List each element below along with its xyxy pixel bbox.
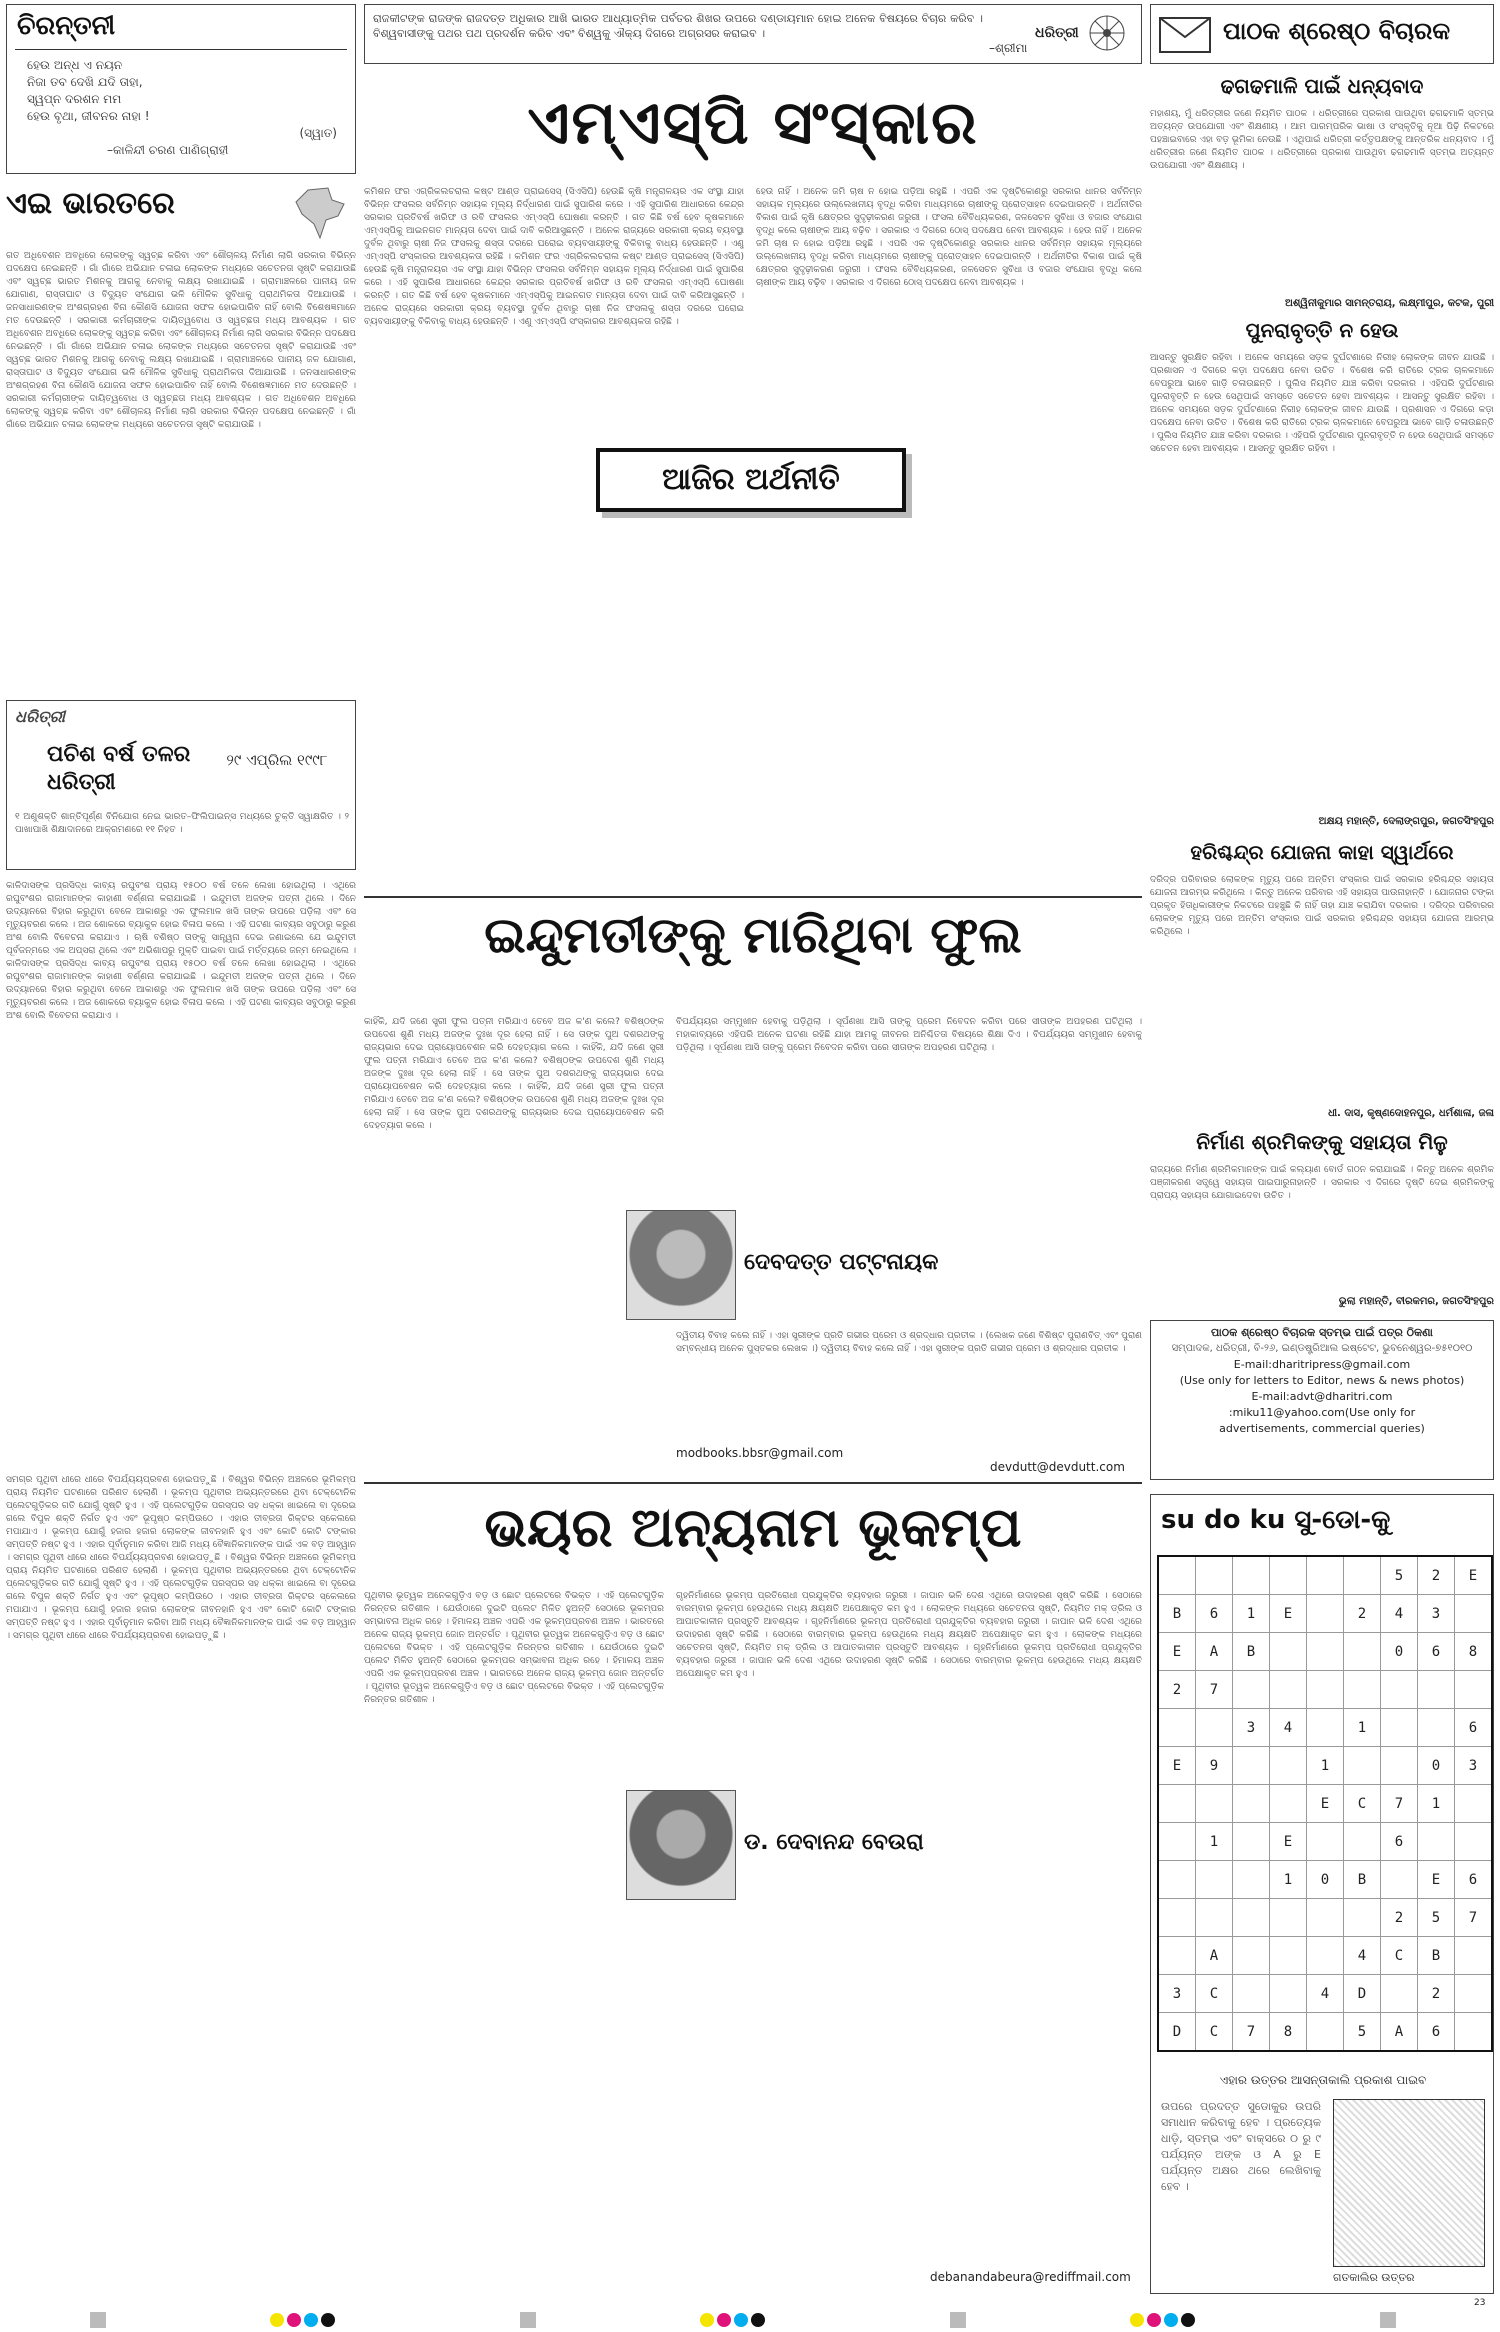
sudoku-footer: ଏହାର ଉତ୍ତର ଆସନ୍ତାକାଲି ପ୍ରକାଶ ପାଇବ: [1219, 2073, 1427, 2087]
sudoku-cell: [1196, 1556, 1233, 1595]
sudoku-cell: [1233, 1937, 1270, 1975]
sudoku-cell: [1158, 1709, 1196, 1747]
sudoku-cell: [1307, 1823, 1344, 1861]
sudoku-cell: [1158, 1861, 1196, 1899]
contact-email-1[interactable]: E-mail:dharitripress@gmail.com: [1233, 1358, 1411, 1371]
sudoku-cell: [1344, 1556, 1381, 1595]
sudoku-cell: E: [1158, 1633, 1196, 1671]
dharitri-logo: ଧରିତ୍ରୀ: [15, 707, 65, 726]
contact-note-1: (Use only for letters to Editor, news & news photos): [1179, 1374, 1465, 1387]
sudoku-cell: 6: [1455, 1709, 1493, 1747]
page-number: 23: [1474, 2298, 1486, 2308]
contact-box: ପାଠକ ଶ୍ରେଷ୍ଠ ବିଚାରକ ସ୍ତମ୍ଭ ପାଇଁ ପତ୍ର ଠିକଣା ସମ୍ପାଦକ, ଧରିତ୍ରୀ, ବି-୨୬, ଇଣ୍ଡଷ୍ଟ୍ରିଆଲ ଇଷ୍ଟେଟ, ଭୁବନେଶ୍ୱର-୭୫୧୦୧୦ E-mail:dharitripress@gmail.com (Use only for letters to Editor, news & news photos) E-mail:advt@dharitri.com :miku11@yahoo.com(Use only for advertisements, commercial queries): [1150, 1320, 1494, 1480]
sudoku-cell: 6: [1418, 2013, 1455, 2052]
contact-note-2: advertisements, commercial queries): [1219, 1422, 1425, 1435]
sudoku-cell: 3: [1158, 1975, 1196, 2013]
sudoku-cell: 7: [1233, 2013, 1270, 2052]
letter-by-4: ଭୁଲା ମହାନ୍ତି, ବୀରକମର, ଜଗତସିଂହପୁର: [1338, 1296, 1494, 1307]
sudoku-cell: E: [1270, 1595, 1307, 1633]
sudoku-cell: D: [1344, 1975, 1381, 2013]
arthaniti-box: ଆଜିର ଅର୍ଥନୀତି: [596, 448, 906, 512]
sudoku-cell: A: [1381, 2013, 1418, 2052]
debananda-photo: [626, 1790, 736, 1900]
sudoku-cell: 2: [1344, 1595, 1381, 1633]
pathaka-header: ପାଠକ ଶ୍ରେଷ୍ଠ ବିଚାରକ: [1150, 4, 1494, 64]
sudoku-cell: C: [1196, 1975, 1233, 2013]
pachisa-date: ୨୯ ଏପ୍ରିଲ ୧୯୯୮: [226, 751, 328, 769]
devdutt-site-email[interactable]: modbooks.bbsr@gmail.com: [676, 1446, 844, 1460]
sudoku-cell: C: [1381, 1937, 1418, 1975]
contact-email-2[interactable]: E-mail:advt@dharitri.com: [1251, 1390, 1393, 1403]
sudoku-answer-label: ଗତକାଲିର ଉତ୍ତର: [1333, 2271, 1415, 2284]
sudoku-cell: E: [1418, 1861, 1455, 1899]
sudoku-cell: 1: [1233, 1595, 1270, 1633]
sudoku-cell: 1: [1270, 1861, 1307, 1899]
eq-body-right: ଗୃହନିର୍ମାଣରେ ଭୂକମ୍ପ ପ୍ରତିରୋଧୀ ପ୍ରଯୁକ୍ତିର ବ୍ୟବହାର ଜରୁରୀ । ଜାପାନ ଭଳି ଦେଶ ଏଥିରେ ଉଦାହରଣ ସୃଷ୍ଟି କରିଛି । ସେଠାରେ ବାରମ୍ବାର ଭୂକମ୍ପ ହେଉଥିଲେ ମଧ୍ୟ କ୍ଷୟକ୍ଷତି ଅପେକ୍ଷାକୃତ କମ ହୁଏ । ଲୋକଙ୍କ ମଧ୍ୟରେ ସଚେତନତା ସୃଷ୍ଟି, ନିୟମିତ ମକ୍ ଡ୍ରିଲ ଓ ଆପାତକାଳୀନ ପ୍ରସ୍ତୁତି ଆବଶ୍ୟକ । ଗୃହନିର୍ମାଣରେ ଭୂକମ୍ପ ପ୍ରତିରୋଧୀ ପ୍ରଯୁକ୍ତିର ବ୍ୟବହାର ଜରୁରୀ । ଜାପାନ ଭଳି ଦେଶ ଏଥିରେ ଉଦାହରଣ ସୃଷ୍ଟି କରିଛି । ସେଠାରେ ବାରମ୍ବାର ଭୂକମ୍ପ ହେଉଥିଲେ ମଧ୍ୟ କ୍ଷୟକ୍ଷତି ଅପେକ୍ଷାକୃତ କମ ହୁଏ । ଲୋକଙ୍କ ମଧ୍ୟରେ ସଚେତନତା ସୃଷ୍ଟି, ନିୟମିତ ମକ୍ ଡ୍ରିଲ ଓ ଆପାତକାଳୀନ ପ୍ରସ୍ତୁତି ଆବଶ୍ୟକ । ଗୃହନିର୍ମାଣରେ ଭୂକମ୍ପ ପ୍ରତିରୋଧୀ ପ୍ରଯୁକ୍ତିର ବ୍ୟବହାର ଜରୁରୀ । ଜାପାନ ଭଳି ଦେଶ ଏଥିରେ ଉଦାହରଣ ସୃଷ୍ଟି କରିଛି । ସେଠାରେ ବାରମ୍ବାର ଭୂକମ୍ପ ହେଉଥିଲେ ମଧ୍ୟ କ୍ଷୟକ୍ଷତି ଅପେକ୍ଷାକୃତ କମ ହୁଏ ।: [676, 1591, 1142, 1679]
sudoku-cell: 2: [1381, 1899, 1418, 1937]
letter-by-1: ଅଶ୍ୱିନୀକୁମାର ସାମନ୍ତରାୟ, ଲକ୍ଷ୍ମୀପୁର, କଟକ, ପୁରୀ: [1285, 298, 1494, 309]
sudoku-cell: C: [1196, 2013, 1233, 2052]
sudoku-cell: [1233, 1785, 1270, 1823]
top-quote-brand: ଧରିତ୍ରୀ: [1035, 25, 1079, 41]
sudoku-cell: 3: [1233, 1709, 1270, 1747]
quote-line: ହେଉ ବୃଥା, ଜୀବନର ନାହା !: [27, 109, 150, 123]
sudoku-cell: 1: [1418, 1785, 1455, 1823]
letter-by-2: ଅକ୍ଷୟ ମହାନ୍ତି, ଦେଲାଙ୍ଗପୁର, ଜଗତସିଂହପୁର: [1318, 816, 1494, 827]
sudoku-cell: [1307, 1709, 1344, 1747]
quote-line: ସ୍ୱପ୍ନ ଦରଶନ ମମ: [27, 92, 122, 106]
sudoku-cell: B: [1344, 1861, 1381, 1899]
sudoku-cell: [1196, 1899, 1233, 1937]
sudoku-cell: 8: [1455, 1633, 1493, 1671]
pachisa-items: ୧ ଅଣୁଶକ୍ତି ଶାନ୍ତିପୂର୍ଣ୍ଣ ବିନିଯୋଗ ନେଇ ଭାରତ–ଫିଲିପାଇନ୍ସ ମଧ୍ୟରେ ଚୁକ୍ତି ସ୍ୱାକ୍ଷରିତ । ୨ ପାଖାପାଖି ଶିକ୍ଷାଦାନରେ ଆକ୍ରମଣରେ ୧୧ ନିହତ ।: [15, 812, 349, 835]
top-quote-text: ରାଜକୀଟଙ୍କ ରାଜଙ୍କ ରାଜଦତ୍ତ ଅଧିକାର ଆଖି ଭାରତ ଆଧ୍ୟାତ୍ମିକ ପର୍ବତର ଶିଖର ଉପରେ ଦଣ୍ଡାୟମାନ ହୋଇ ଅନେକ ବିଷୟରେ ବିଚାର କରିବ । ବିଶ୍ୱବାସୀଙ୍କୁ ପଥର ପଥ ପ୍ରଦର୍ଶନ କରିବ ଏବଂ ବିଶ୍ୱକୁ ଐକ୍ୟ ଦିଗରେ ଅଗ୍ରସର କରାଇବ ।: [373, 12, 983, 40]
left-bottom-body: ସମଗ୍ର ପୃଥିବୀ ଧୀରେ ଧୀରେ ବିପର୍ଯ୍ୟୟପ୍ରବଣ ହୋଇପଡ଼ୁଛି । ବିଶ୍ୱର ବିଭିନ୍ନ ଅଞ୍ଚଳରେ ଭୂମିକମ୍ପ ପ୍ରାୟ ନିୟମିତ ଘଟଣାରେ ପରିଣତ ହେଲାଣି । ଭୂକମ୍ପ ପୃଥିବୀର ଅଭ୍ୟନ୍ତରରେ ଥିବା ଟେକ୍ଟୋନିକ ପ୍ଲେଟଗୁଡ଼ିକର ଗତି ଯୋଗୁଁ ସୃଷ୍ଟି ହୁଏ । ଏହି ପ୍ଲେଟଗୁଡ଼ିକ ପରସ୍ପର ସହ ଧକ୍କା ଖାଇଲେ ବା ଦୂରେଇ ଗଲେ ବିପୁଳ ଶକ୍ତି ନିର୍ଗତ ହୁଏ ଏବଂ ଭୂପୃଷ୍ଠ କମ୍ପିଉଠେ । ଏହାର ତୀବ୍ରତା ରିକ୍ଟର ସ୍କେଲରେ ମପାଯାଏ । ଭୂକମ୍ପ ଯୋଗୁଁ ହଜାର ହଜାର ଲୋକଙ୍କ ଜୀବନହାନି ହୁଏ ଏବଂ କୋଟି କୋଟି ଟଙ୍କାର ସମ୍ପତ୍ତି ନଷ୍ଟ ହୁଏ । ଏହାର ପୂର୍ବାନୁମାନ କରିବା ଆଜି ମଧ୍ୟ ବୈଜ୍ଞାନିକମାନଙ୍କ ପାଇଁ ଏକ ବଡ଼ ଆହ୍ୱାନ । ସମଗ୍ର ପୃଥିବୀ ଧୀରେ ଧୀରେ ବିପର୍ଯ୍ୟୟପ୍ରବଣ ହୋଇପଡ଼ୁଛି । ବିଶ୍ୱର ବିଭିନ୍ନ ଅଞ୍ଚଳରେ ଭୂମିକମ୍ପ ପ୍ରାୟ ନିୟମିତ ଘଟଣାରେ ପରିଣତ ହେଲାଣି । ଭୂକମ୍ପ ପୃଥିବୀର ଅଭ୍ୟନ୍ତରରେ ଥିବା ଟେକ୍ଟୋନିକ ପ୍ଲେଟଗୁଡ଼ିକର ଗତି ଯୋଗୁଁ ସୃଷ୍ଟି ହୁଏ । ଏହି ପ୍ଲେଟଗୁଡ଼ିକ ପରସ୍ପର ସହ ଧକ୍କା ଖାଇଲେ ବା ଦୂରେଇ ଗଲେ ବିପୁଳ ଶକ୍ତି ନିର୍ଗତ ହୁଏ ଏବଂ ଭୂପୃଷ୍ଠ କମ୍ପିଉଠେ । ଏହାର ତୀବ୍ରତା ରିକ୍ଟର ସ୍କେଲରେ ମପାଯାଏ । ଭୂକମ୍ପ ଯୋଗୁଁ ହଜାର ହଜାର ଲୋକଙ୍କ ଜୀବନହାନି ହୁଏ ଏବଂ କୋଟି କୋଟି ଟଙ୍କାର ସମ୍ପତ୍ତି ନଷ୍ଟ ହୁଏ । ଏହାର ପୂର୍ବାନୁମାନ କରିବା ଆଜି ମଧ୍ୟ ବୈଜ୍ଞାନିକମାନଙ୍କ ପାଇଁ ଏକ ବଡ଼ ଆହ୍ୱାନ । ସମଗ୍ର ପୃଥିବୀ ଧୀରେ ଧୀରେ ବିପର୍ଯ୍ୟୟପ୍ରବଣ ହୋଇପଡ଼ୁଛି ।: [6, 1475, 356, 1641]
bharata-body: ଗତ ଅଧିବେଶନ ଅବଧିରେ ଲୋକଙ୍କୁ ସ୍ୱଚ୍ଛ କରିବା ଏବଂ ଶୌଚାଳୟ ନିର୍ମାଣ ଲାଗି ସରକାର ବିଭିନ୍ନ ପଦକ୍ଷେପ ନେଇଛନ୍ତି । ଗାଁ ଗାଁରେ ଅଭିଯାନ ଚଳାଇ ଲୋକଙ୍କ ମଧ୍ୟରେ ସଚେତନତା ସୃଷ୍ଟି କରାଯାଉଛି ଏବଂ ସ୍ୱଚ୍ଛ ଭାରତ ମିଶନକୁ ଆଗକୁ ନେବାକୁ ଲକ୍ଷ୍ୟ ରଖାଯାଇଛି । ଗ୍ରାମାଞ୍ଚଳରେ ପାନୀୟ ଜଳ ଯୋଗାଣ, ରାସ୍ତାଘାଟ ଓ ବିଦ୍ୟୁତ ସଂଯୋଗ ଭଳି ମୌଳିକ ସୁବିଧାକୁ ପ୍ରାଥମିକତା ଦିଆଯାଉଛି । ଜନସାଧାରଣଙ୍କ ଅଂଶଗ୍ରହଣ ବିନା କୌଣସି ଯୋଜନା ସଫଳ ହୋଇପାରିବ ନାହିଁ ବୋଲି ବିଶେଷଜ୍ଞମାନେ ମତ ଦେଉଛନ୍ତି । ସରକାରୀ କର୍ମଚାରୀଙ୍କ ଦାୟିତ୍ୱବୋଧ ଓ ସ୍ୱଚ୍ଛତା ମଧ୍ୟ ଆବଶ୍ୟକ । ଗତ ଅଧିବେଶନ ଅବଧିରେ ଲୋକଙ୍କୁ ସ୍ୱଚ୍ଛ କରିବା ଏବଂ ଶୌଚାଳୟ ନିର୍ମାଣ ଲାଗି ସରକାର ବିଭିନ୍ନ ପଦକ୍ଷେପ ନେଇଛନ୍ତି । ଗାଁ ଗାଁରେ ଅଭିଯାନ ଚଳାଇ ଲୋକଙ୍କ ମଧ୍ୟରେ ସଚେତନତା ସୃଷ୍ଟି କରାଯାଉଛି ଏବଂ ସ୍ୱଚ୍ଛ ଭାରତ ମିଶନକୁ ଆଗକୁ ନେବାକୁ ଲକ୍ଷ୍ୟ ରଖାଯାଇଛି । ଗ୍ରାମାଞ୍ଚଳରେ ପାନୀୟ ଜଳ ଯୋଗାଣ, ରାସ୍ତାଘାଟ ଓ ବିଦ୍ୟୁତ ସଂଯୋଗ ଭଳି ମୌଳିକ ସୁବିଧାକୁ ପ୍ରାଥମିକତା ଦିଆଯାଉଛି । ଜନସାଧାରଣଙ୍କ ଅଂଶଗ୍ରହଣ ବିନା କୌଣସି ଯୋଜନା ସଫଳ ହୋଇପାରିବ ନାହିଁ ବୋଲି ବିଶେଷଜ୍ଞମାନେ ମତ ଦେଉଛନ୍ତି । ସରକାରୀ କର୍ମଚାରୀଙ୍କ ଦାୟିତ୍ୱବୋଧ ଓ ସ୍ୱଚ୍ଛତା ମଧ୍ୟ ଆବଶ୍ୟକ । ଗତ ଅଧିବେଶନ ଅବଧିରେ ଲୋକଙ୍କୁ ସ୍ୱଚ୍ଛ କରିବା ଏବଂ ଶୌଚାଳୟ ନିର୍ମାଣ ଲାଗି ସରକାର ବିଭିନ୍ନ ପଦକ୍ଷେପ ନେଇଛନ୍ତି । ଗାଁ ଗାଁରେ ଅଭିଯାନ ଚଳାଇ ଲୋକଙ୍କ ମଧ୍ୟରେ ସଚେତନତା ସୃଷ୍ଟି କରାଯାଉଛି ।: [6, 251, 356, 430]
sudoku-cell: 4: [1344, 1937, 1381, 1975]
sudoku-cell: [1307, 2013, 1344, 2052]
sudoku-cell: [1158, 1556, 1196, 1595]
sudoku-cell: A: [1196, 1633, 1233, 1671]
envelope-icon: [1159, 17, 1211, 53]
sudoku-cell: [1455, 1823, 1493, 1861]
sudoku-cell: 7: [1455, 1899, 1493, 1937]
sudoku-cell: [1307, 1556, 1344, 1595]
sudoku-cell: [1233, 1899, 1270, 1937]
sudoku-cell: 3: [1418, 1595, 1455, 1633]
sudoku-cell: [1455, 1785, 1493, 1823]
msp-headline: ଏମ୍ଏସ୍‌ପି ସଂସ୍କାର: [527, 88, 979, 158]
sudoku-grid: [1157, 1555, 1493, 2052]
india-map-icon: [288, 186, 348, 242]
sudoku-cell: [1307, 1595, 1344, 1633]
sudoku-cell: [1381, 1861, 1418, 1899]
sudoku-cell: 0: [1307, 1861, 1344, 1899]
sudoku-cell: 2: [1418, 1975, 1455, 2013]
indumati-body-left: କାହିଁକି, ଯଦି ଜଣେ ସ୍ତ୍ରୀ ଫୁଲ ପତ୍ନୀ ମରିଯାଏ ତେବେ ଅଜ କ'ଣ କଲେ? ବଶିଷ୍ଠଙ୍କ ଉପଦେଶ ଶୁଣି ମଧ୍ୟ ଅଜଙ୍କ ଦୁଃଖ ଦୂର ହେଲା ନାହିଁ । ସେ ତାଙ୍କ ପୁଅ ଦଶରଥଙ୍କୁ ରାଜ୍ୟଭାର ଦେଇ ପ୍ରାୟୋପବେଶନ କରି ଦେହତ୍ୟାଗ କଲେ । କାହିଁକି, ଯଦି ଜଣେ ସ୍ତ୍ରୀ ଫୁଲ ପତ୍ନୀ ମରିଯାଏ ତେବେ ଅଜ କ'ଣ କଲେ? ବଶିଷ୍ଠଙ୍କ ଉପଦେଶ ଶୁଣି ମଧ୍ୟ ଅଜଙ୍କ ଦୁଃଖ ଦୂର ହେଲା ନାହିଁ । ସେ ତାଙ୍କ ପୁଅ ଦଶରଥଙ୍କୁ ରାଜ୍ୟଭାର ଦେଇ ପ୍ରାୟୋପବେଶନ କରି ଦେହତ୍ୟାଗ କଲେ । କାହିଁକି, ଯଦି ଜଣେ ସ୍ତ୍ରୀ ଫୁଲ ପତ୍ନୀ ମରିଯାଏ ତେବେ ଅଜ କ'ଣ କଲେ? ବଶିଷ୍ଠଙ୍କ ଉପଦେଶ ଶୁଣି ମଧ୍ୟ ଅଜଙ୍କ ଦୁଃଖ ଦୂର ହେଲା ନାହିଁ । ସେ ତାଙ୍କ ପୁଅ ଦଶରଥଙ୍କୁ ରାଜ୍ୟଭାର ଦେଇ ପ୍ରାୟୋପବେଶନ କରି ଦେହତ୍ୟାଗ କଲେ ।: [364, 1017, 664, 1131]
letter-title-4: ନିର୍ମାଣ ଶ୍ରମିକଙ୍କୁ ସହାୟତା ମିଳୁ: [1196, 1130, 1448, 1154]
sudoku-cell: 8: [1270, 2013, 1307, 2052]
devdutt-name: ଦେବଦତ୍ତ ପଟ୍ଟନାୟକ: [744, 1250, 939, 1275]
sudoku-cell: [1418, 1709, 1455, 1747]
sudoku-cell: [1455, 1595, 1493, 1633]
sudoku-cell: [1233, 1556, 1270, 1595]
sudoku-box: su do ku ସୁ-ଡୋ-କୁ 5 2 E B 6 1 E 2 4 3 E A B 0 6 8 2 7 3 4 1 6 E 9 1 0 3 E C 7 1 1 E 6 1 0 B E 6 2 5 7 A 4 C B 3 C 4 D 2 D C 7 8 5 A 6 ଏହାର ଉତ୍ତର ଆସନ୍ତାକାଲି ପ୍ରକାଶ ପାଇବ ଉପରେ ପ୍ରଦତ୍ତ ସୁଡୋକୁର ଉପରି ସମାଧାନ କରିବାକୁ ହେବ । ପ୍ରତ୍ୟେକ ଧାଡ଼ି, ସ୍ତମ୍ଭ ଏବଂ ବାକ୍ସରେ ୦ ରୁ ୯ ପର୍ଯ୍ୟନ୍ତ ଅଙ୍କ ଓ A ରୁ E ପର୍ଯ୍ୟନ୍ତ ଅକ୍ଷର ଥରେ ଲେଖିବାକୁ ହେବ । ଗତକାଲିର ଉତ୍ତର: [1150, 1494, 1494, 2294]
sudoku-cell: 9: [1196, 1747, 1233, 1785]
sudoku-cell: [1418, 1671, 1455, 1709]
indumati-body-right: ବିପର୍ଯ୍ୟୟର ସମ୍ମୁଖୀନ ହେବାକୁ ପଡ଼ିଥିଲା । ସୂର୍ପଣଖା ଆସି ତାଙ୍କୁ ପ୍ରେମ ନିବେଦନ କରିବା ପରେ ସୀତାଙ୍କ ଅପହରଣ ଘଟିଥିଲା । ମହାକାବ୍ୟରେ ଏହିପରି ଅନେକ ଘଟଣା ରହିଛି ଯାହା ଆମକୁ ଜୀବନର ଅନିଶ୍ଚିତତା ବିଷୟରେ ଶିକ୍ଷା ଦିଏ । ବିପର୍ଯ୍ୟୟର ସମ୍ମୁଖୀନ ହେବାକୁ ପଡ଼ିଥିଲା । ସୂର୍ପଣଖା ଆସି ତାଙ୍କୁ ପ୍ରେମ ନିବେଦନ କରିବା ପରେ ସୀତାଙ୍କ ଅପହରଣ ଘଟିଥିଲା ।: [676, 1017, 1142, 1053]
devdutt-email[interactable]: devdutt@devdutt.com: [990, 1460, 1125, 1474]
sudoku-cell: 6: [1381, 1823, 1418, 1861]
sudoku-cell: [1270, 1785, 1307, 1823]
sudoku-cell: E: [1455, 1556, 1493, 1595]
sudoku-cell: 5: [1418, 1899, 1455, 1937]
left-mid-body: କାଳିଦାସଙ୍କ ପ୍ରସିଦ୍ଧ କାବ୍ୟ ରଘୁବଂଶ ପ୍ରାୟ ୧୫୦୦ ବର୍ଷ ତଳେ ଲେଖା ହୋଇଥିଲା । ଏଥିରେ ରଘୁବଂଶର ରାଜାମାନଙ୍କ କାହାଣୀ ବର୍ଣ୍ଣନା କରାଯାଇଛି । ଇନ୍ଦୁମତୀ ଅଜଙ୍କ ପତ୍ନୀ ଥିଲେ । ଦିନେ ଉଦ୍ୟାନରେ ବିହାର କରୁଥିବା ବେଳେ ଆକାଶରୁ ଏକ ଫୁଲମାଳ ଖସି ତାଙ୍କ ଉପରେ ପଡ଼ିଲା ଏବଂ ସେ ମୃତ୍ୟୁବରଣ କଲେ । ଅଜ ଶୋକରେ ବ୍ୟାକୁଳ ହୋଇ ବିଳାପ କଲେ । ଏହି ଘଟଣା କାବ୍ୟର ସବୁଠାରୁ କରୁଣ ଅଂଶ ବୋଲି ବିବେଚନା କରାଯାଏ । ଋଷି ବଶିଷ୍ଠ ତାଙ୍କୁ ସାନ୍ତ୍ୱନା ଦେଇ ଜଣାଇଲେ ଯେ ଇନ୍ଦୁମତୀ ପୂର୍ବଜନ୍ମରେ ଏକ ଅପ୍ସରା ଥିଲେ ଏବଂ ଅଭିଶାପରୁ ମୁକ୍ତି ପାଇବା ପାଇଁ ମର୍ତ୍ତ୍ୟରେ ଜନ୍ମ ନେଇଥିଲେ । କାଳିଦାସଙ୍କ ପ୍ରସିଦ୍ଧ କାବ୍ୟ ରଘୁବଂଶ ପ୍ରାୟ ୧୫୦୦ ବର୍ଷ ତଳେ ଲେଖା ହୋଇଥିଲା । ଏଥିରେ ରଘୁବଂଶର ରାଜାମାନଙ୍କ କାହାଣୀ ବର୍ଣ୍ଣନା କରାଯାଇଛି । ଇନ୍ଦୁମତୀ ଅଜଙ୍କ ପତ୍ନୀ ଥିଲେ । ଦିନେ ଉଦ୍ୟାନରେ ବିହାର କରୁଥିବା ବେଳେ ଆକାଶରୁ ଏକ ଫୁଲମାଳ ଖସି ତାଙ୍କ ଉପରେ ପଡ଼ିଲା ଏବଂ ସେ ମୃତ୍ୟୁବରଣ କଲେ । ଅଜ ଶୋକରେ ବ୍ୟାକୁଳ ହୋଇ ବିଳାପ କଲେ । ଏହି ଘଟଣା କାବ୍ୟର ସବୁଠାରୁ କରୁଣ ଅଂଶ ବୋଲି ବିବେଚନା କରାଯାଏ ।: [6, 881, 356, 1021]
pachisa-box: [6, 700, 356, 870]
sudoku-cell: [1344, 1899, 1381, 1937]
sudoku-cell: [1418, 1823, 1455, 1861]
sudoku-cell: [1158, 1937, 1196, 1975]
sudoku-cell: [1307, 1633, 1344, 1671]
sudoku-cell: 6: [1455, 1861, 1493, 1899]
letter-title-1: ଢଗଢମାଳି ପାଇଁ ଧନ୍ୟବାଦ: [1220, 74, 1424, 98]
sudoku-cell: [1455, 2013, 1493, 2052]
sudoku-cell: [1455, 1937, 1493, 1975]
contact-intro: ପାଠକ ଶ୍ରେଷ୍ଠ ବିଚାରକ ସ୍ତମ୍ଭ ପାଇଁ ପତ୍ର ଠିକଣା: [1211, 1326, 1433, 1339]
sudoku-cell: 6: [1418, 1633, 1455, 1671]
sudoku-cell: [1307, 1899, 1344, 1937]
sudoku-cell: 4: [1381, 1595, 1418, 1633]
sudoku-cell: [1158, 1785, 1196, 1823]
sudoku-cell: 5: [1344, 2013, 1381, 2052]
sudoku-cell: [1233, 1671, 1270, 1709]
sudoku-cell: [1344, 1633, 1381, 1671]
msp-body-left: କମିଶନ ଫର ଏଗ୍ରିକଲଚରାଲ କଷ୍ଟ ଆଣ୍ଡ ପ୍ରାଇସେସ୍ (ସିଏସିପି) ହେଉଛି କୃଷି ମନ୍ତ୍ରାଳୟର ଏକ ସଂସ୍ଥା ଯାହା ବିଭିନ୍ନ ଫସଲର ସର୍ବନିମ୍ନ ସହାୟକ ମୂଲ୍ୟ ନିର୍ଦ୍ଧାରଣ ପାଇଁ ସୁପାରିଶ କରେ । ଏହି ସୁପାରିଶ ଆଧାରରେ କେନ୍ଦ୍ର ସରକାର ପ୍ରତିବର୍ଷ ଖରିଫ ଓ ରବି ଫସଲର ଏମ୍ଏସ୍‌ପି ଘୋଷଣା କରନ୍ତି । ଗତ କିଛି ବର୍ଷ ହେବ କୃଷକମାନେ ଏମ୍ଏସ୍‌ପିକୁ ଆଇନଗତ ମାନ୍ୟତା ଦେବା ପାଇଁ ଦାବି କରିଆସୁଛନ୍ତି । ଅନେକ ରାଜ୍ୟରେ ସରକାରୀ କ୍ରୟ ବ୍ୟବସ୍ଥା ଦୁର୍ବଳ ଥିବାରୁ ଚାଷୀ ନିଜ ଫସଲକୁ ଶସ୍ତା ଦରରେ ଘରୋଇ ବ୍ୟବସାୟୀଙ୍କୁ ବିକିବାକୁ ବାଧ୍ୟ ହେଉଛନ୍ତି । ଏଣୁ ଏମ୍ଏସ୍‌ପି ସଂସ୍କାରର ଆବଶ୍ୟକତା ରହିଛି । କମିଶନ ଫର ଏଗ୍ରିକଲଚରାଲ କଷ୍ଟ ଆଣ୍ଡ ପ୍ରାଇସେସ୍ (ସିଏସିପି) ହେଉଛି କୃଷି ମନ୍ତ୍ରାଳୟର ଏକ ସଂସ୍ଥା ଯାହା ବିଭିନ୍ନ ଫସଲର ସର୍ବନିମ୍ନ ସହାୟକ ମୂଲ୍ୟ ନିର୍ଦ୍ଧାରଣ ପାଇଁ ସୁପାରିଶ କରେ । ଏହି ସୁପାରିଶ ଆଧାରରେ କେନ୍ଦ୍ର ସରକାର ପ୍ରତିବର୍ଷ ଖରିଫ ଓ ରବି ଫସଲର ଏମ୍ଏସ୍‌ପି ଘୋଷଣା କରନ୍ତି । ଗତ କିଛି ବର୍ଷ ହେବ କୃଷକମାନେ ଏମ୍ଏସ୍‌ପିକୁ ଆଇନଗତ ମାନ୍ୟତା ଦେବା ପାଇଁ ଦାବି କରିଆସୁଛନ୍ତି । ଅନେକ ରାଜ୍ୟରେ ସରକାରୀ କ୍ରୟ ବ୍ୟବସ୍ଥା ଦୁର୍ବଳ ଥିବାରୁ ଚାଷୀ ନିଜ ଫସଲକୁ ଶସ୍ତା ଦରରେ ଘରୋଇ ବ୍ୟବସାୟୀଙ୍କୁ ବିକିବାକୁ ବାଧ୍ୟ ହେଉଛନ୍ତି । ଏଣୁ ଏମ୍ଏସ୍‌ପି ସଂସ୍କାରର ଆବଶ୍ୟକତା ରହିଛି ।: [364, 187, 744, 327]
sudoku-cell: E: [1307, 1785, 1344, 1823]
sudoku-cell: 6: [1196, 1595, 1233, 1633]
sudoku-cell: 2: [1158, 1671, 1196, 1709]
sudoku-cell: [1233, 1975, 1270, 2013]
sudoku-cell: 7: [1381, 1785, 1418, 1823]
devdutt-photo: [626, 1210, 736, 1320]
earthquake-headline: ଭୟର ଅନ୍ୟନାମ ଭୂକମ୍ପ: [484, 1496, 1022, 1559]
sudoku-cell: [1344, 1671, 1381, 1709]
top-quote-author: –ଶ୍ରୀମା: [989, 41, 1028, 55]
pachisa-title: ପଚିଶ ବର୍ଷ ତଳର ଧରିତ୍ରୀ: [47, 742, 191, 795]
sudoku-cell: B: [1418, 1937, 1455, 1975]
quote-line: ନିଜା ତବ ଦେଖି ଯଦି ତାହା,: [27, 75, 143, 89]
indumati-headline: ଇନ୍ଦୁମତୀଙ୍କୁ ମାରିଥିବା ଫୁଲ: [484, 906, 1022, 964]
sudoku-cell: E: [1158, 1747, 1196, 1785]
top-quote-box: [364, 4, 1142, 64]
sudoku-cell: [1270, 1671, 1307, 1709]
sudoku-cell: C: [1344, 1785, 1381, 1823]
sudoku-cell: [1233, 1861, 1270, 1899]
sudoku-cell: 0: [1418, 1747, 1455, 1785]
sudoku-cell: [1381, 1671, 1418, 1709]
sudoku-cell: 5: [1381, 1556, 1418, 1595]
sudoku-cell: [1455, 1671, 1493, 1709]
sudoku-cell: D: [1158, 2013, 1196, 2052]
debananda-name: ଡ. ଦେବାନନ୍ଦ ବେଉରା: [744, 1830, 924, 1855]
sudoku-cell: [1381, 1975, 1418, 2013]
quote-line: (ସ୍ୱାତ): [299, 126, 337, 140]
print-marks: [0, 2298, 1500, 2330]
wheel-icon: [1087, 13, 1127, 53]
sudoku-cell: 1: [1307, 1747, 1344, 1785]
indumati-body-right2: ଦ୍ୱିତୀୟ ବିବାହ କଲେ ନାହିଁ । ଏହା ସ୍ତ୍ରୀଙ୍କ ପ୍ରତି ଗଭୀର ପ୍ରେମ ଓ ଶ୍ରଦ୍ଧାର ପ୍ରତୀକ । (ଲେଖକ ଜଣେ ବିଶିଷ୍ଟ ପୁରାଣବିତ୍ ଏବଂ ପୁରାଣ ସମ୍ବନ୍ଧୀୟ ଅନେକ ପୁସ୍ତକର ଲେଖକ ।) ଦ୍ୱିତୀୟ ବିବାହ କଲେ ନାହିଁ । ଏହା ସ୍ତ୍ରୀଙ୍କ ପ୍ରତି ଗଭୀର ପ୍ରେମ ଓ ଶ୍ରଦ୍ଧାର ପ୍ରତୀକ ।: [676, 1331, 1142, 1354]
sudoku-cell: [1344, 1747, 1381, 1785]
sudoku-cell: 0: [1381, 1633, 1418, 1671]
sudoku-cell: [1381, 1747, 1418, 1785]
sudoku-cell: [1158, 1823, 1196, 1861]
sudoku-cell: [1196, 1861, 1233, 1899]
sudoku-cell: [1270, 1975, 1307, 2013]
debananda-email[interactable]: debanandabeura@rediffmail.com: [930, 2270, 1131, 2284]
sudoku-cell: [1455, 1975, 1493, 2013]
sudoku-cell: [1344, 1823, 1381, 1861]
sudoku-cell: [1158, 1899, 1196, 1937]
msp-body-right: ହେଉ ନାହିଁ । ଅନେକ ଜମି ଚାଷ ନ ହୋଇ ପଡ଼ିଆ ରହୁଛି । ଏପରି ଏକ ଦୃଷ୍ଟିକୋଣରୁ ସରକାର ଧାନର ସର୍ବନିମ୍ନ ସହାୟକ ମୂଲ୍ୟରେ ଉଲ୍ଲେଖନୀୟ ବୃଦ୍ଧି କରିବା ମାଧ୍ୟମରେ ଚାଷୀଙ୍କୁ ପ୍ରୋତ୍ସାହନ ଦେଇପାରନ୍ତି । ଅର୍ଥନୀତିର ବିକାଶ ପାଇଁ କୃଷି କ୍ଷେତ୍ରର ସୁଦୃଢ଼ୀକରଣ ଜରୁରୀ । ଫସଲ ବୈବିଧ୍ୟକରଣ, ଜଳସେଚନ ସୁବିଧା ଓ ବଜାର ସଂଯୋଗ ବୃଦ୍ଧି କଲେ ଚାଷୀଙ୍କ ଆୟ ବଢ଼ିବ । ସରକାର ଏ ଦିଗରେ ଠୋସ୍ ପଦକ୍ଷେପ ନେବା ଆବଶ୍ୟକ । ହେଉ ନାହିଁ । ଅନେକ ଜମି ଚାଷ ନ ହୋଇ ପଡ଼ିଆ ରହୁଛି । ଏପରି ଏକ ଦୃଷ୍ଟିକୋଣରୁ ସରକାର ଧାନର ସର୍ବନିମ୍ନ ସହାୟକ ମୂଲ୍ୟରେ ଉଲ୍ଲେଖନୀୟ ବୃଦ୍ଧି କରିବା ମାଧ୍ୟମରେ ଚାଷୀଙ୍କୁ ପ୍ରୋତ୍ସାହନ ଦେଇପାରନ୍ତି । ଅର୍ଥନୀତିର ବିକାଶ ପାଇଁ କୃଷି କ୍ଷେତ୍ରର ସୁଦୃଢ଼ୀକରଣ ଜରୁରୀ । ଫସଲ ବୈବିଧ୍ୟକରଣ, ଜଳସେଚନ ସୁବିଧା ଓ ବଜାର ସଂଯୋଗ ବୃଦ୍ଧି କଲେ ଚାଷୀଙ୍କ ଆୟ ବଢ଼ିବ । ସରକାର ଏ ଦିଗରେ ଠୋସ୍ ପଦକ୍ଷେପ ନେବା ଆବଶ୍ୟକ ।: [756, 187, 1142, 288]
sudoku-title: su do ku ସୁ-ଡୋ-କୁ: [1161, 1505, 1391, 1535]
sudoku-cell: 7: [1196, 1671, 1233, 1709]
sudoku-cell: [1307, 1937, 1344, 1975]
contact-email-3[interactable]: :miku11@yahoo.com(Use only for: [1228, 1406, 1416, 1419]
sudoku-cell: [1233, 1823, 1270, 1861]
sudoku-cell: B: [1233, 1633, 1270, 1671]
sudoku-cell: 1: [1196, 1823, 1233, 1861]
quote-author: –କାଳିନ୍ଦୀ ଚରଣ ପାଣିଗ୍ରାହୀ: [107, 143, 229, 157]
letter-by-3: ଧୀ. ଦାସ, କୃଷ୍ଣଦୋହନପୁର, ଧର୍ମଶାଳା, ଜଳା: [1328, 1108, 1494, 1119]
sudoku-cell: [1196, 1709, 1233, 1747]
sudoku-cell: B: [1158, 1595, 1196, 1633]
sudoku-cell: A: [1196, 1937, 1233, 1975]
letter-title-2: ପୁନରାବୃତ୍ତି ନ ହେଉ: [1245, 318, 1399, 342]
sudoku-cell: [1270, 1633, 1307, 1671]
sudoku-cell: [1307, 1671, 1344, 1709]
sudoku-cell: E: [1270, 1823, 1307, 1861]
sudoku-cell: [1270, 1747, 1307, 1785]
sudoku-answer-grid: [1333, 2099, 1485, 2267]
sudoku-cell: [1270, 1899, 1307, 1937]
sudoku-cell: 2: [1418, 1556, 1455, 1595]
sudoku-cell: 3: [1455, 1747, 1493, 1785]
eq-body-left: ପୃଥିବୀର ଭୂତ୍ୱକ ଅନେକଗୁଡ଼ିଏ ବଡ଼ ଓ ଛୋଟ ପ୍ଲେଟରେ ବିଭକ୍ତ । ଏହି ପ୍ଲେଟଗୁଡ଼ିକ ନିରନ୍ତର ଗତିଶୀଳ । ଯେଉଁଠାରେ ଦୁଇଟି ପ୍ଲେଟ ମିଳିତ ହୁଅନ୍ତି ସେଠାରେ ଭୂକମ୍ପର ସମ୍ଭାବନା ଅଧିକ ରହେ । ହିମାଳୟ ଅଞ୍ଚଳ ଏପରି ଏକ ଭୂକମ୍ପପ୍ରବଣ ଅଞ୍ଚଳ । ଭାରତରେ ଅନେକ ରାଜ୍ୟ ଭୂକମ୍ପ ଜୋନ ଅନ୍ତର୍ଗତ । ପୃଥିବୀର ଭୂତ୍ୱକ ଅନେକଗୁଡ଼ିଏ ବଡ଼ ଓ ଛୋଟ ପ୍ଲେଟରେ ବିଭକ୍ତ । ଏହି ପ୍ଲେଟଗୁଡ଼ିକ ନିରନ୍ତର ଗତିଶୀଳ । ଯେଉଁଠାରେ ଦୁଇଟି ପ୍ଲେଟ ମିଳିତ ହୁଅନ୍ତି ସେଠାରେ ଭୂକମ୍ପର ସମ୍ଭାବନା ଅଧିକ ରହେ । ହିମାଳୟ ଅଞ୍ଚଳ ଏପରି ଏକ ଭୂକମ୍ପପ୍ରବଣ ଅଞ୍ଚଳ । ଭାରତରେ ଅନେକ ରାଜ୍ୟ ଭୂକମ୍ପ ଜୋନ ଅନ୍ତର୍ଗତ । ପୃଥିବୀର ଭୂତ୍ୱକ ଅନେକଗୁଡ଼ିଏ ବଡ଼ ଓ ଛୋଟ ପ୍ଲେଟରେ ବିଭକ୍ତ । ଏହି ପ୍ଲେଟଗୁଡ଼ିକ ନିରନ୍ତର ଗତିଶୀଳ ।: [364, 1591, 664, 1705]
chirantani-box: [6, 4, 356, 174]
chirantani-heading: ଚିରନ୍ତନୀ: [17, 11, 116, 41]
sudoku-cell: [1233, 1747, 1270, 1785]
letter-title-3: ହରିଶ୍ଚନ୍ଦ୍ର ଯୋଜନା କାହା ସ୍ୱାର୍ଥରେ: [1190, 840, 1454, 864]
sudoku-cell: 4: [1307, 1975, 1344, 2013]
sudoku-cell: [1196, 1785, 1233, 1823]
ajira-bharata-heading: ଏଇ ଭାରତରେ: [6, 186, 356, 246]
quote-line: ହେଉ ଅନ୍ଧ ଏ ନୟନ: [27, 58, 123, 72]
sudoku-cell: [1270, 1937, 1307, 1975]
sudoku-cell: 4: [1270, 1709, 1307, 1747]
sudoku-cell: [1381, 1709, 1418, 1747]
sudoku-cell: 1: [1344, 1709, 1381, 1747]
sudoku-cell: [1270, 1556, 1307, 1595]
